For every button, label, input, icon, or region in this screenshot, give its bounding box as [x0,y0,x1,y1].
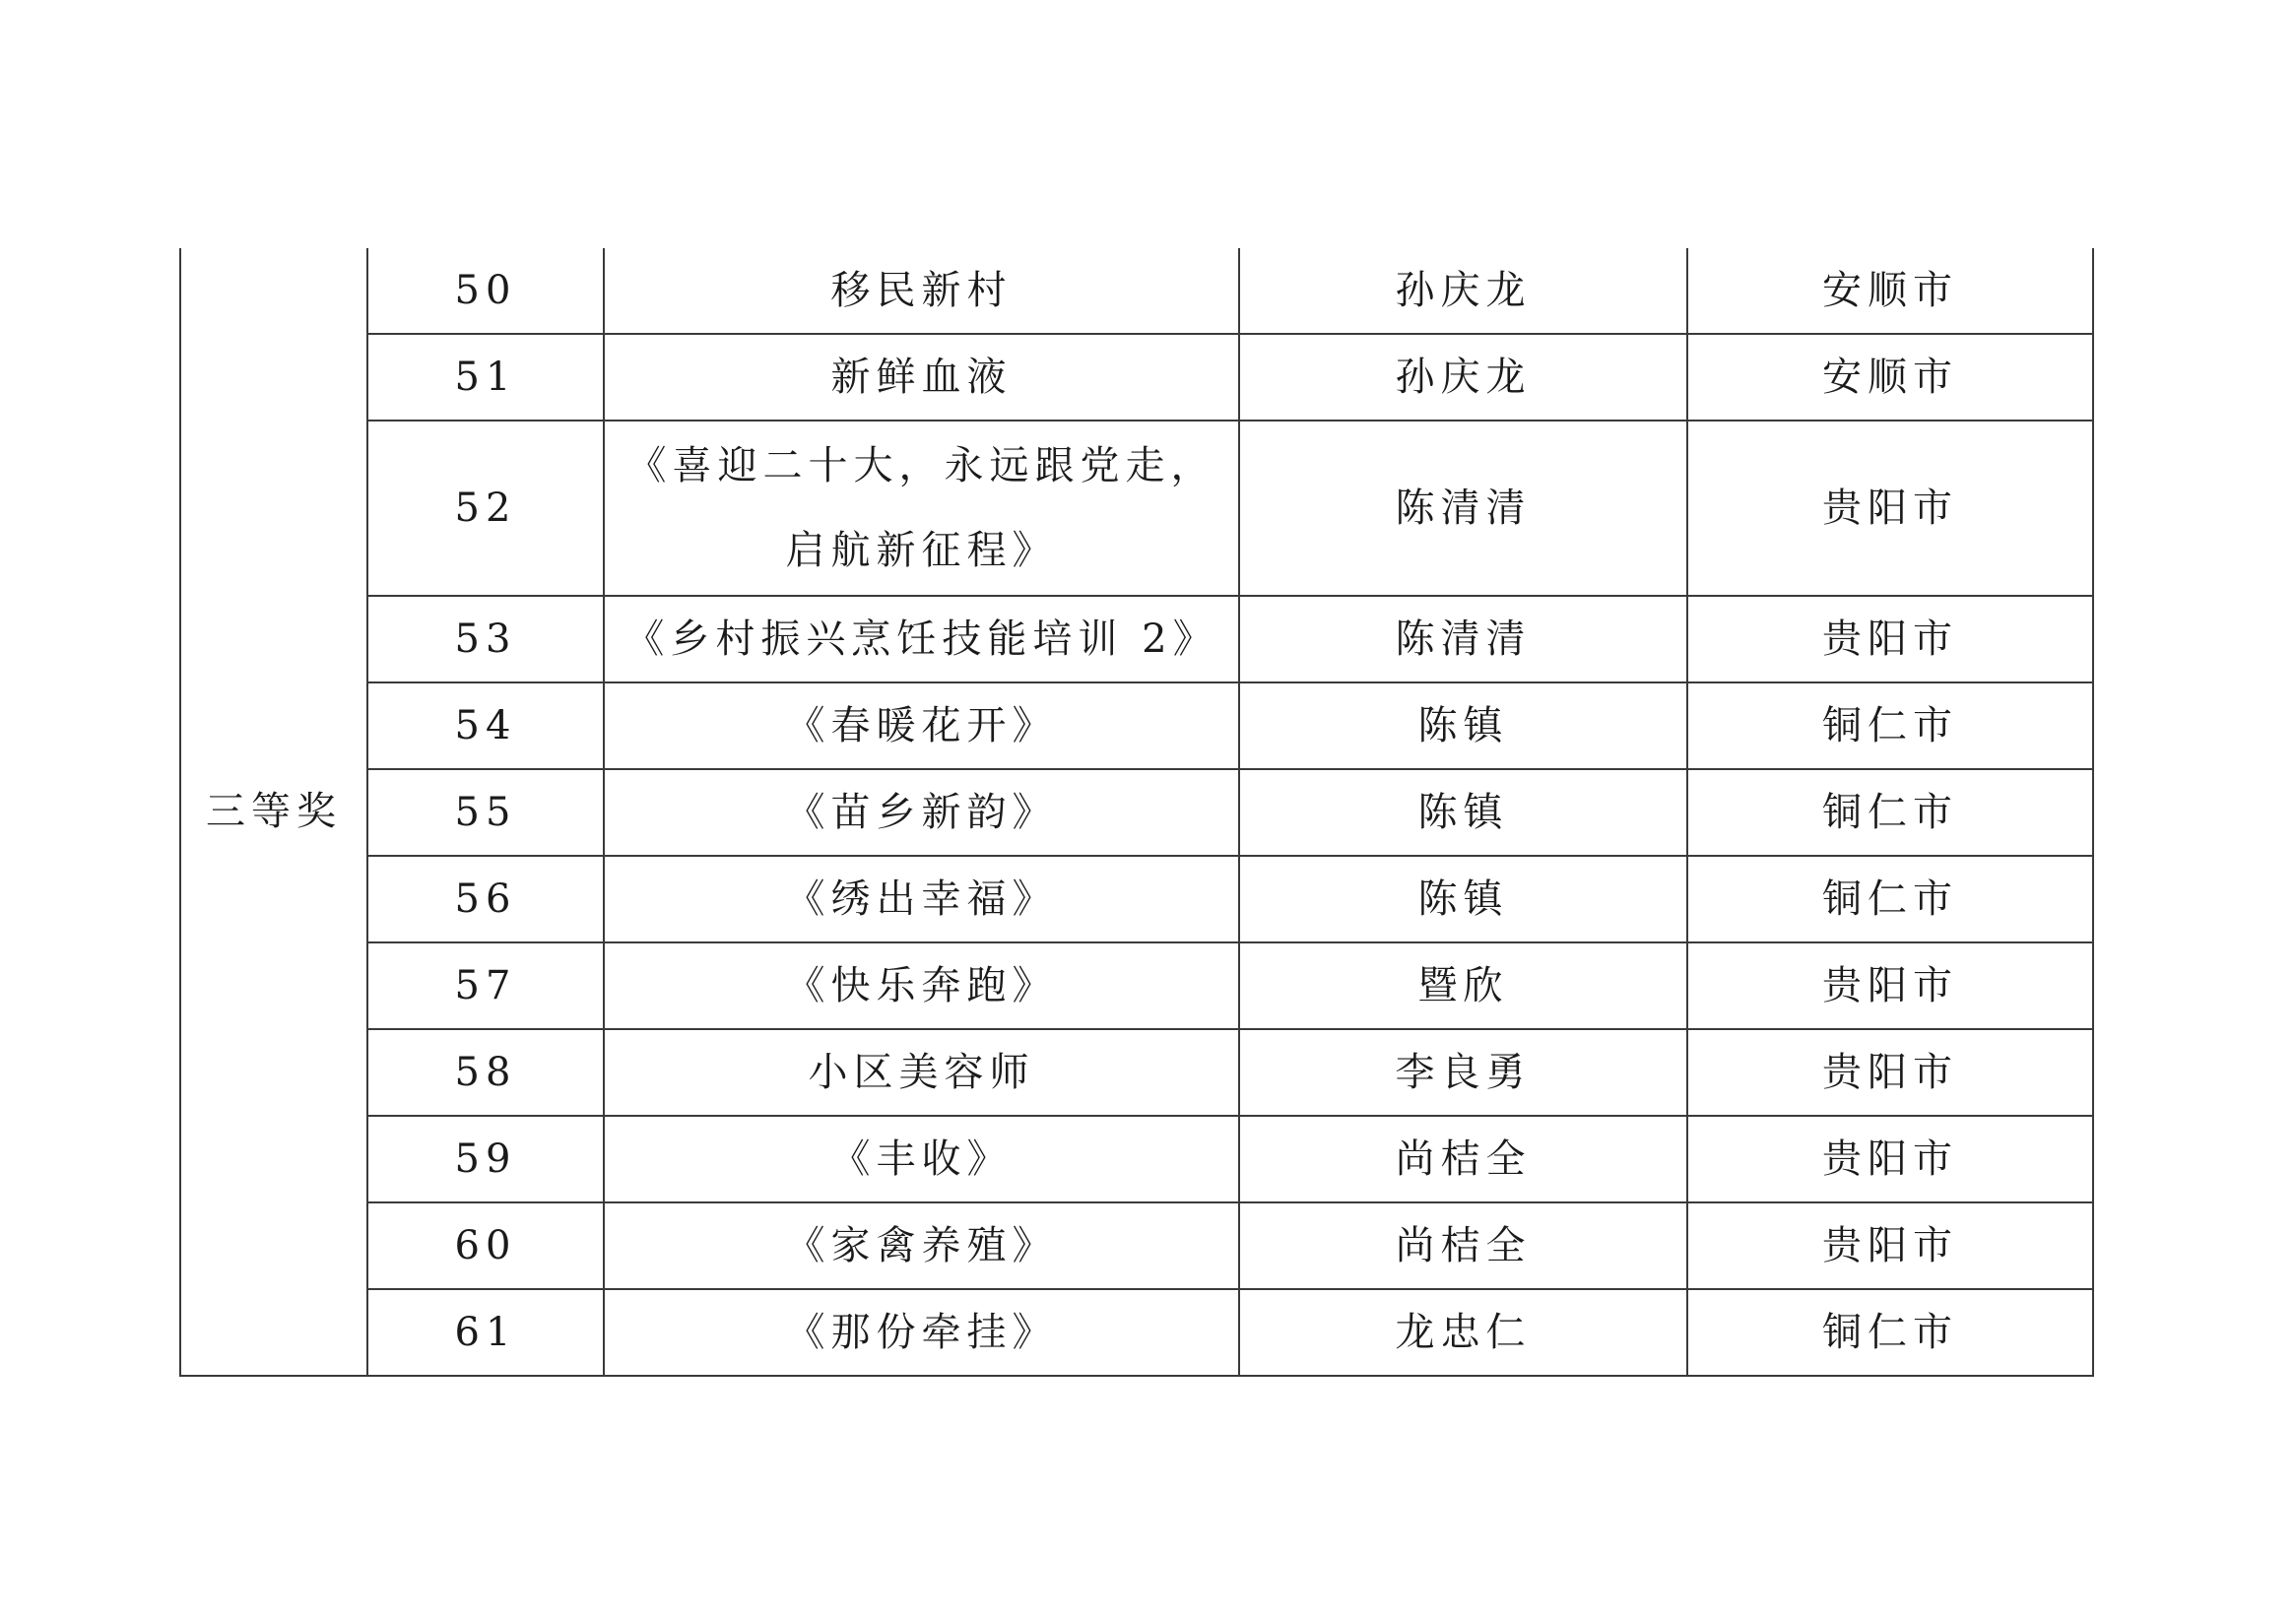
author-name-cell: 暨欣 [1239,942,1687,1029]
city-cell: 贵阳市 [1687,942,2093,1029]
author-name-cell: 陈清清 [1239,421,1687,596]
work-title-cell [604,334,1239,421]
entry-number-cell: 51 [367,334,604,421]
city-cell: 安顺市 [1687,334,2093,421]
author-name-cell: 陈镇 [1239,769,1687,856]
work-title-line: 《快乐奔跑》 [785,963,1058,1008]
table-row [180,596,2093,682]
author-name-cell: 孙庆龙 [1239,248,1687,334]
author-name-cell: 陈清清 [1239,596,1687,682]
table-row [180,1116,2093,1202]
work-title-line: 小区美容师 [808,1050,1035,1095]
entry-number-cell: 55 [367,769,604,856]
work-title-line: 启航新征程》 [785,528,1058,573]
work-title-cell [604,942,1239,1029]
work-title-line: 《丰收》 [830,1136,1013,1182]
work-title-line: 《乡村振兴烹饪技能培训 2》 [624,616,1218,662]
awards-table [179,248,2094,1377]
awards-table-body [180,248,2093,1376]
work-title-line: 新鲜血液 [830,355,1013,400]
city-cell: 铜仁市 [1687,856,2093,942]
work-title-cell [604,682,1239,769]
work-title-line: 移民新村 [830,268,1013,313]
table-row [180,682,2093,769]
work-title-line: 《苗乡新韵》 [785,790,1058,835]
work-title-cell [604,1116,1239,1202]
work-title-line: 《那份牵挂》 [785,1310,1058,1355]
table-row [180,769,2093,856]
city-cell: 铜仁市 [1687,682,2093,769]
entry-number-cell: 59 [367,1116,604,1202]
entry-number-cell: 52 [367,421,604,596]
author-name-cell: 陈镇 [1239,856,1687,942]
table-row [180,942,2093,1029]
work-title-cell [604,856,1239,942]
table-row [180,248,2093,334]
author-name-cell: 孙庆龙 [1239,334,1687,421]
city-cell: 贵阳市 [1687,1202,2093,1289]
entry-number-cell: 57 [367,942,604,1029]
city-cell: 铜仁市 [1687,1289,2093,1376]
entry-number-cell: 53 [367,596,604,682]
table-row [180,421,2093,596]
author-name-cell: 尚桔全 [1239,1116,1687,1202]
author-name-cell: 李良勇 [1239,1029,1687,1116]
work-title-cell [604,248,1239,334]
work-title-line: 《绣出幸福》 [785,876,1058,922]
city-cell: 贵阳市 [1687,421,2093,596]
table-row [180,1029,2093,1116]
author-name-cell: 龙忠仁 [1239,1289,1687,1376]
work-title-cell [604,769,1239,856]
work-title-cell [604,1202,1239,1289]
city-cell: 贵阳市 [1687,596,2093,682]
entry-number-cell: 60 [367,1202,604,1289]
work-title-cell [604,1289,1239,1376]
table-row [180,1289,2093,1376]
prize-level-cell: 三等奖 [180,248,367,1376]
entry-number-cell: 54 [367,682,604,769]
author-name-cell: 尚桔全 [1239,1202,1687,1289]
city-cell: 贵阳市 [1687,1029,2093,1116]
work-title-line: 《家禽养殖》 [785,1223,1058,1268]
entry-number-cell: 56 [367,856,604,942]
work-title-cell [604,596,1239,682]
table-row [180,334,2093,421]
table-row [180,856,2093,942]
city-cell: 铜仁市 [1687,769,2093,856]
entry-number-cell: 61 [367,1289,604,1376]
table-row [180,1202,2093,1289]
author-name-cell: 陈镇 [1239,682,1687,769]
entry-number-cell: 50 [367,248,604,334]
city-cell: 贵阳市 [1687,1116,2093,1202]
work-title-line: 《喜迎二十大，永远跟党走， [626,443,1216,488]
city-cell: 安顺市 [1687,248,2093,334]
work-title-line: 《春暖花开》 [785,703,1058,748]
entry-number-cell: 58 [367,1029,604,1116]
work-title-cell [604,421,1239,596]
work-title-cell [604,1029,1239,1116]
